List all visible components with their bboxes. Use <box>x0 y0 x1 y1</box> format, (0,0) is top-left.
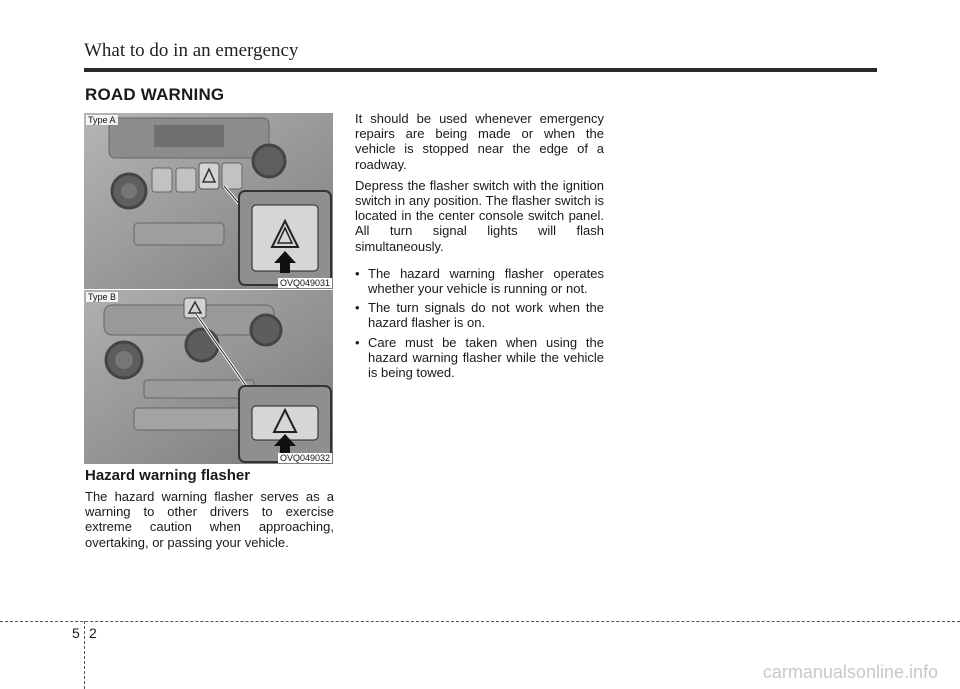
watermark: carmanualsonline.info <box>762 662 938 682</box>
header-title: What to do in an emergency <box>84 40 299 61</box>
figure-type-label: Type A <box>88 115 116 125</box>
bullet-icon: • <box>355 265 360 281</box>
console-photo-b <box>84 290 333 464</box>
console-photo-a <box>84 113 333 289</box>
operation-paragraph: Depress the flasher switch with the ignition switch in any position. The flasher switch is located in the center console switch panel. All turn signal lights will flash simultaneously. <box>355 177 604 254</box>
bullet-icon: • <box>355 334 360 350</box>
figure-type-b <box>84 289 333 464</box>
notes-list <box>355 266 604 380</box>
figure-type-label: Type B <box>88 292 117 302</box>
footer-rule <box>0 621 960 622</box>
intro-paragraph: The hazard warning flasher serves as a warning to other drivers to exercise extreme caution when approaching, overtaking, or passing your vehicle. <box>85 489 334 550</box>
usage-paragraph: It should be used whenever emergency repairs are being made or when the vehicle is stopped near the edge of a roadway. <box>355 111 604 172</box>
chapter-number: 5 <box>72 625 80 641</box>
right-column <box>355 111 604 384</box>
bullet-icon: • <box>355 300 360 316</box>
subsection-title: Hazard warning flasher <box>85 467 251 484</box>
page-number: 2 <box>89 625 97 641</box>
list-item: • Care must be taken when using the hazard warning flasher while the vehicle is being towed. <box>355 334 604 381</box>
figure-type-a <box>84 113 333 289</box>
section-title: ROAD WARNING <box>85 85 225 104</box>
figure-code: OVQ049032 <box>279 453 330 463</box>
list-item: • The hazard warning flasher operates whether your vehicle is running or not. <box>355 265 604 297</box>
footer-divider <box>84 621 85 689</box>
figure-code: OVQ049031 <box>279 278 330 288</box>
header-rule <box>84 68 877 72</box>
list-item: • The turn signals do not work when the hazard flasher is on. <box>355 300 604 331</box>
